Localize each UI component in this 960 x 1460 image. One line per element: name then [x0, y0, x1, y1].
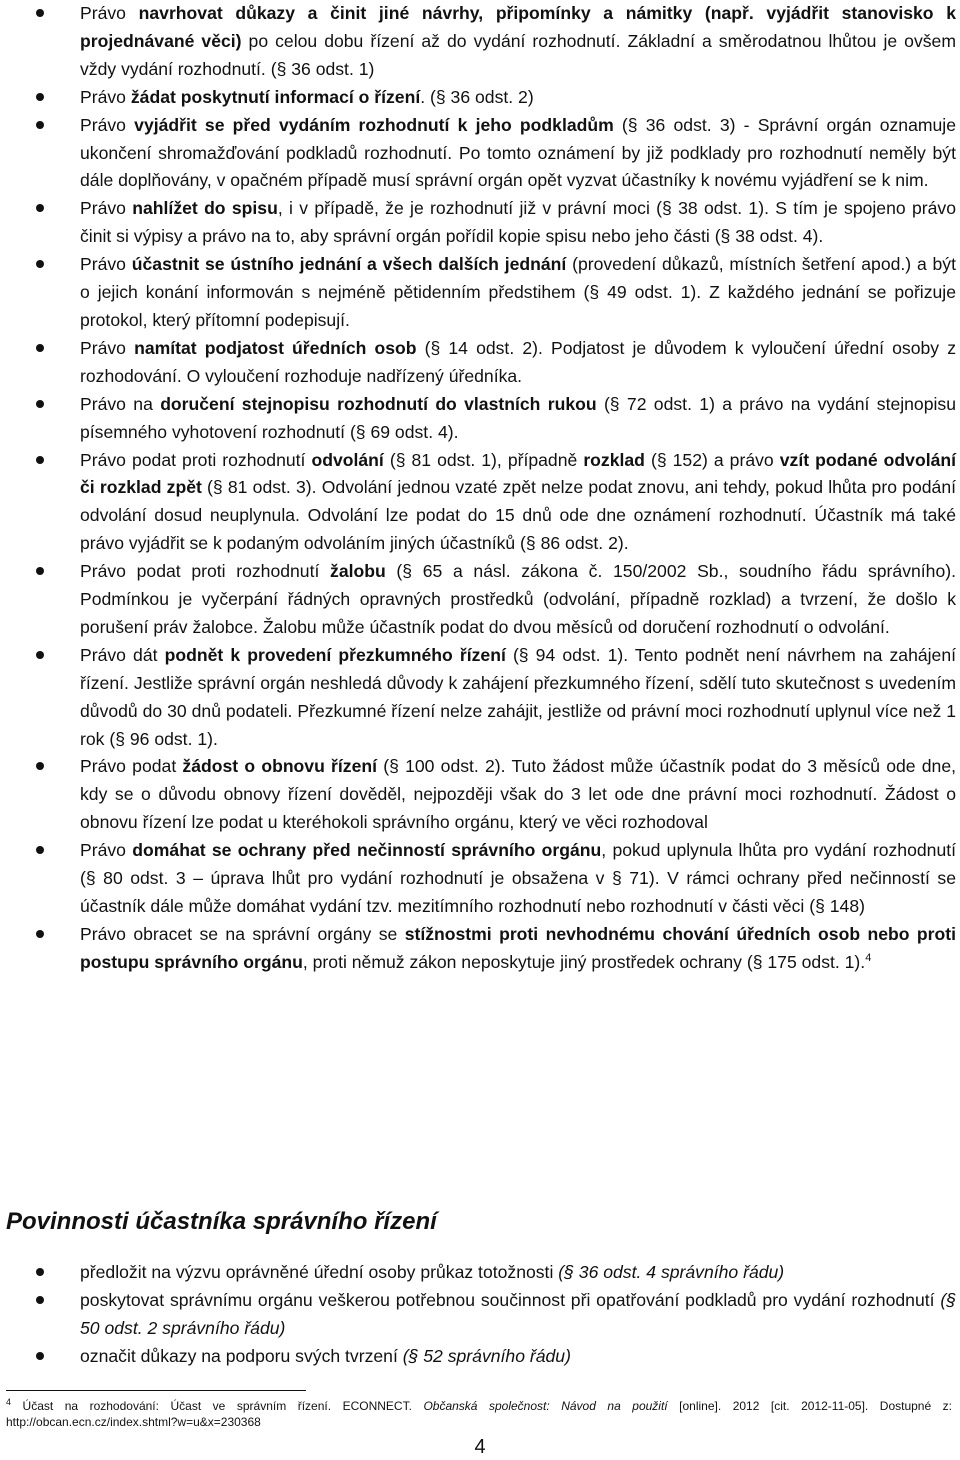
bold-text: navrhovat důkazy a činit jiné návrhy, připomínky a námitky (např. vyjádřit stanovisko k projednávané věci) [80, 3, 956, 51]
list-item [0, 84, 960, 112]
text: Právo [80, 254, 132, 275]
bullet-icon [36, 651, 44, 659]
bullet-icon [36, 762, 44, 770]
list-item [0, 391, 960, 447]
footnote-ref: 4 [865, 951, 872, 964]
text: Právo [80, 198, 133, 219]
list-item [0, 921, 960, 977]
list-item [0, 112, 960, 196]
list-item [0, 335, 960, 391]
footnote-title: Občanská společnost: Návod na použití [423, 1399, 668, 1413]
bold-text: stížnostmi proti nevhodnému chování úředních osob nebo proti postupu správního orgánu [80, 923, 956, 972]
footnote-number: 4 [6, 1397, 12, 1407]
list-item [0, 642, 960, 754]
bold-text: žalobu [330, 561, 386, 582]
bold-text: nahlížet do spisu [132, 198, 278, 219]
text: Právo [80, 114, 135, 135]
bold-text: rozklad [583, 449, 645, 470]
footnote-divider [6, 1390, 306, 1391]
list-item [0, 753, 960, 837]
text: (§ 94 odst. 1). Tento podnět není návrhem na zahájení řízení. Jestliže správní orgán neshledá důvody k zahájení přezkumného řízení, sdělí tuto skutečnost s uvedením důvodů do 30 dnů podateli. Přezkumné řízení nelze zahájit, jestliže od právní moci rozhodnutí uplynul více než 1 rok (§ 96 odst. 1). [80, 644, 957, 749]
footnote-text-before: Účast na rozhodování: Účast ve správním řízení. ECONNECT. [11, 1399, 424, 1413]
bold-text: účastnit se ústního jednání a všech dalších jednání [131, 254, 567, 275]
text: Právo obracet se na správní orgány se [80, 923, 405, 944]
bullet-icon [36, 1268, 44, 1276]
bold-text: odvolání [311, 449, 384, 470]
bold-text: žádat poskytnutí informací o řízení [130, 86, 421, 107]
text: (§ 65 a násl. zákona č. 150/2002 Sb., soudního řádu správního). Podmínkou je vyčerpání řádných opravných prostředků (odvolání, případně rozklad) a tvrzení, že došlo k porušení práv žalobce. Žalobu může účastník podat do dvou měsíců od doručení rozhodnutí o odvolání. [80, 561, 956, 637]
text: (§ 14 odst. 2). Podjatost je důvodem k vyloučení úřední osoby z rozhodování. O vyloučení rozhoduje nadřízený úředníka. [80, 337, 956, 386]
text: po celou dobu řízení až do vydání rozhodnutí. Základní a směrodatnou lhůtou je ovšem vždy vydání rozhodnutí. (§ 36 odst. 1) [80, 30, 956, 79]
duties-list [0, 1259, 960, 1371]
bold-text: podnět k provedení přezkumného řízení [164, 644, 506, 665]
bold-text: doručení stejnopisu rozhodnutí do vlastních rukou [160, 393, 597, 414]
text: poskytovat správnímu orgánu veškerou potřebnou součinnost při opatřování podkladů pro vydání rozhodnutí [80, 1289, 941, 1310]
list-item [0, 447, 960, 559]
italic-text: (§ 52 správního řádu) [402, 1345, 571, 1366]
text: (§ 81 odst. 3). Odvolání jednou vzaté zpět nelze podat znovu, ani tehdy, pokud lhůta pro podání odvolání dosud neuplynula. Odvolání lze podat do 15 dnů ode dne oznámení rozhodnutí. Účastník má také právo vyjádřit se k podaným odvoláním jiných účastníků (§ 86 odst. 2). [80, 477, 956, 554]
bullet-icon [36, 930, 44, 938]
text: (§ 81 odst. 1), případně [383, 449, 584, 470]
page-number: 4 [474, 1436, 486, 1458]
list-item [0, 1287, 960, 1343]
text: , proti němuž zákon neposkytuje jiný prostředek ochrany (§ 175 odst. 1). [302, 951, 866, 972]
text: Právo [80, 337, 135, 358]
text: Právo [80, 86, 131, 107]
text: (provedení důkazů, místních šetření apod.) a být o jejich konání informován s nejméně pětidenním předstihem (§ 49 odst. 1). Z každého jednání se pořizuje protokol, který přítomní podepisují. [80, 254, 956, 330]
text: (§ 100 odst. 2). Tuto žádost může účastník podat do 3 měsíců ode dne, kdy se o důvodu obnovy řízení dověděl, nejpozději však do 3 let ode dne právní moci rozhodnutí. Žádost o obnovu řízení lze podat u kteréhokoli správního orgánu, který ve věci rozhodoval [80, 756, 957, 833]
footnote [6, 1398, 952, 1430]
bullet-icon [36, 1352, 44, 1360]
italic-text: (§ 36 odst. 4 správního řádu) [558, 1262, 785, 1282]
text: předložit na výzvu oprávněné úřední osoby průkaz totožnosti [80, 1262, 559, 1282]
text: Právo podat [80, 756, 183, 777]
bold-text: namítat podjatost úředních osob [134, 337, 417, 358]
list-item [0, 1343, 960, 1371]
text: . (§ 36 odst. 2) [420, 86, 534, 107]
bullet-icon [36, 1296, 44, 1304]
bullet-icon [36, 121, 44, 129]
text: Právo dát [80, 644, 165, 665]
bullet-icon [36, 400, 44, 408]
footnote-text-after: [online]. 2012 [cit. 2012-11-05]. Dostupné z: http://obcan.ecn.cz/index.shtml?w=u&x=230368 [6, 1399, 952, 1429]
list-item [0, 0, 960, 84]
text: (§ 36 odst. 3) - Správní orgán oznamuje ukončení shromažďování podkladů rozhodnutí. Po tomto oznámení by již podklady pro rozhodnutí neměly být dále doplňovány, v opačném případě musí správní orgán opět vyzvat účastníky k novému vyjádření se k nim. [80, 114, 956, 191]
list-item [0, 837, 960, 921]
italic-text: (§ 50 odst. 2 správního řádu) [80, 1289, 956, 1338]
bullet-icon [36, 344, 44, 352]
list-item [0, 195, 960, 251]
text: (§ 152) a právo [644, 449, 780, 470]
text: Právo podat proti rozhodnutí [80, 449, 312, 470]
bold-text: žádost o obnovu řízení [182, 756, 378, 777]
bullet-icon [36, 93, 44, 101]
bold-text: vyjádřit se před vydáním rozhodnutí k jeho podkladům [134, 114, 614, 135]
text: Právo podat proti rozhodnutí [80, 561, 331, 582]
text: , pokud uplynula lhůta pro vydání rozhodnutí (§ 80 odst. 3 – úprava lhůt pro vydání rozhodnutí je obsažena v § 71). V rámci ochrany před nečinností se účastník dále může domáhat vydání tzv. mezitímního rozhodnutí nebo rozhodnutí v části věci (§ 148) [80, 840, 957, 916]
text: , i v případě, že je rozhodnutí již v právní moci (§ 38 odst. 1). S tím je spojeno právo činit si výpisy a právo na to, aby správní orgán pořídil kopie spisu nebo jeho části (§ 38 odst. 4). [80, 198, 956, 247]
section-heading: Povinnosti účastníka správního řízení [6, 1208, 437, 1235]
bullet-icon [36, 846, 44, 854]
bullet-icon [36, 9, 44, 17]
list-item [0, 251, 960, 335]
bold-text: vzít podané odvolání či rozklad zpět [80, 449, 957, 498]
list-item [0, 558, 960, 642]
bullet-icon [36, 204, 44, 212]
bullet-icon [36, 567, 44, 575]
text: Právo [80, 3, 139, 23]
text: Právo [80, 840, 133, 861]
text: Právo na [80, 393, 161, 414]
bold-text: domáhat se ochrany před nečinností správního orgánu [132, 840, 602, 861]
bullet-icon [36, 260, 44, 268]
bullet-icon [36, 456, 44, 464]
text: (§ 72 odst. 1) a právo na vydání stejnopisu písemného vyhotovení rozhodnutí (§ 69 odst. 4). [80, 393, 956, 442]
text: označit důkazy na podporu svých tvrzení [80, 1345, 403, 1366]
list-item [0, 1259, 960, 1287]
